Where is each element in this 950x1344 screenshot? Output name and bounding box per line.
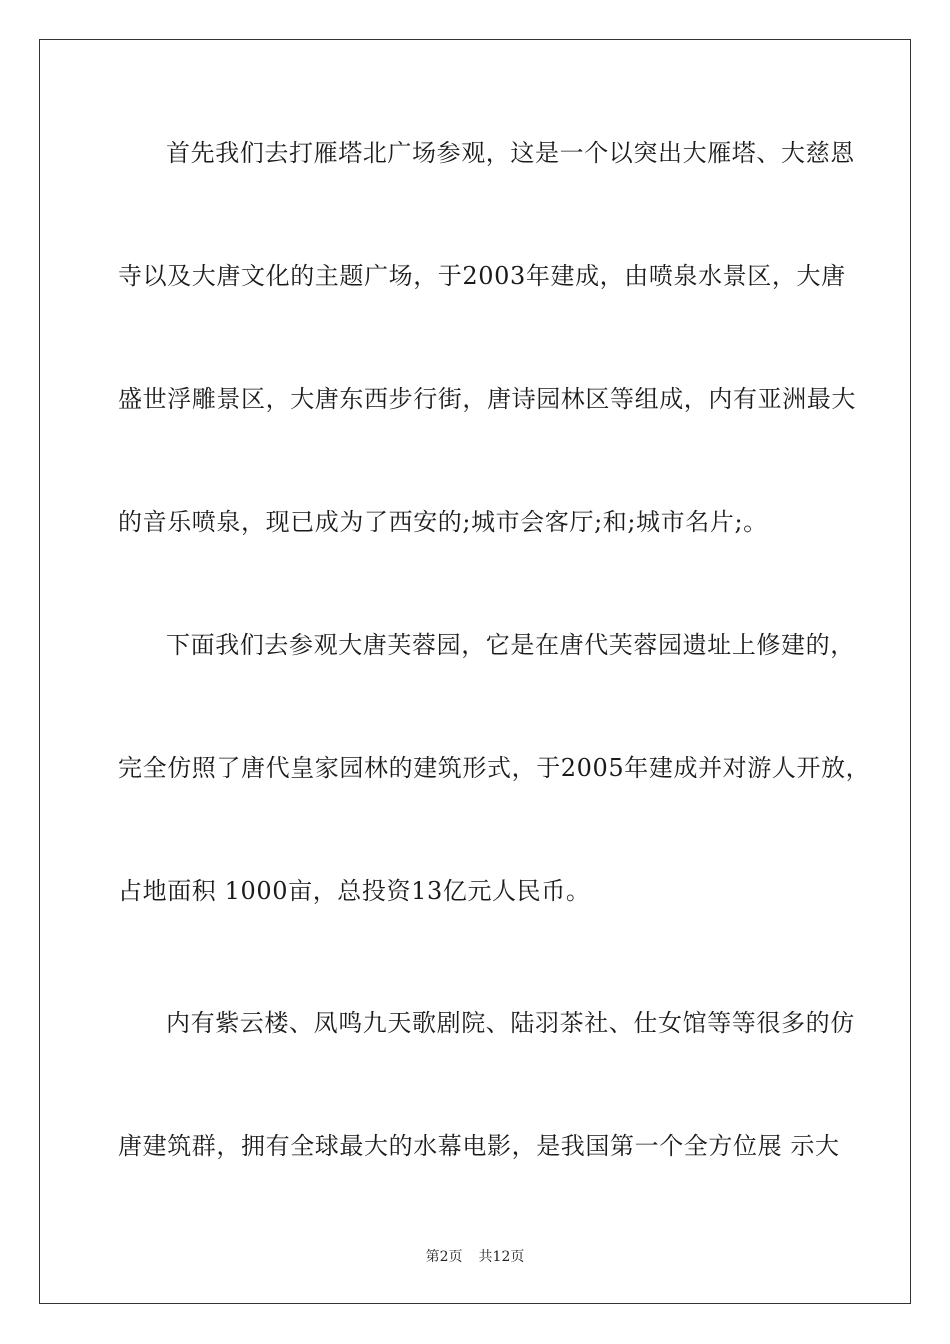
paragraph-2-line-3: 占地面积 1000亩，总投资13亿元人民币。 [118,877,591,905]
paragraph-3-line-2: 唐建筑群，拥有全球最大的水幕电影，是我国第一个全方位展 示大 [118,1132,840,1160]
paragraph-1-line-3: 盛世浮雕景区，大唐东西步行街，唐诗园林区等组成，内有亚洲最大 [118,385,856,413]
page-number: 第2页 [425,1249,463,1265]
paragraph-2-line-2: 完全仿照了唐代皇家园林的建筑形式，于2005年建成并对游人开放， [118,754,871,782]
paragraph-1-line-2: 寺以及大唐文化的主题广场，于2003年建成，由喷泉水景区，大唐 [118,262,846,290]
paragraph-3-line-1: 内有紫云楼、凤鸣九天歌剧院、陆羽茶社、仕女馆等等很多的仿 [166,1009,855,1037]
paragraph-1-line-1: 首先我们去打雁塔北广场参观，这是一个以突出大雁塔、大慈恩 [166,139,855,167]
page-border [39,39,911,1304]
page-total: 共12页 [478,1249,525,1265]
paragraph-1-line-4: 的音乐喷泉，现已成为了西安的;城市会客厅;和;城市名片;。 [118,508,768,536]
page-footer [0,1247,950,1267]
paragraph-2-line-1: 下面我们去参观大唐芙蓉园，它是在唐代芙蓉园遗址上修建的， [166,631,855,659]
